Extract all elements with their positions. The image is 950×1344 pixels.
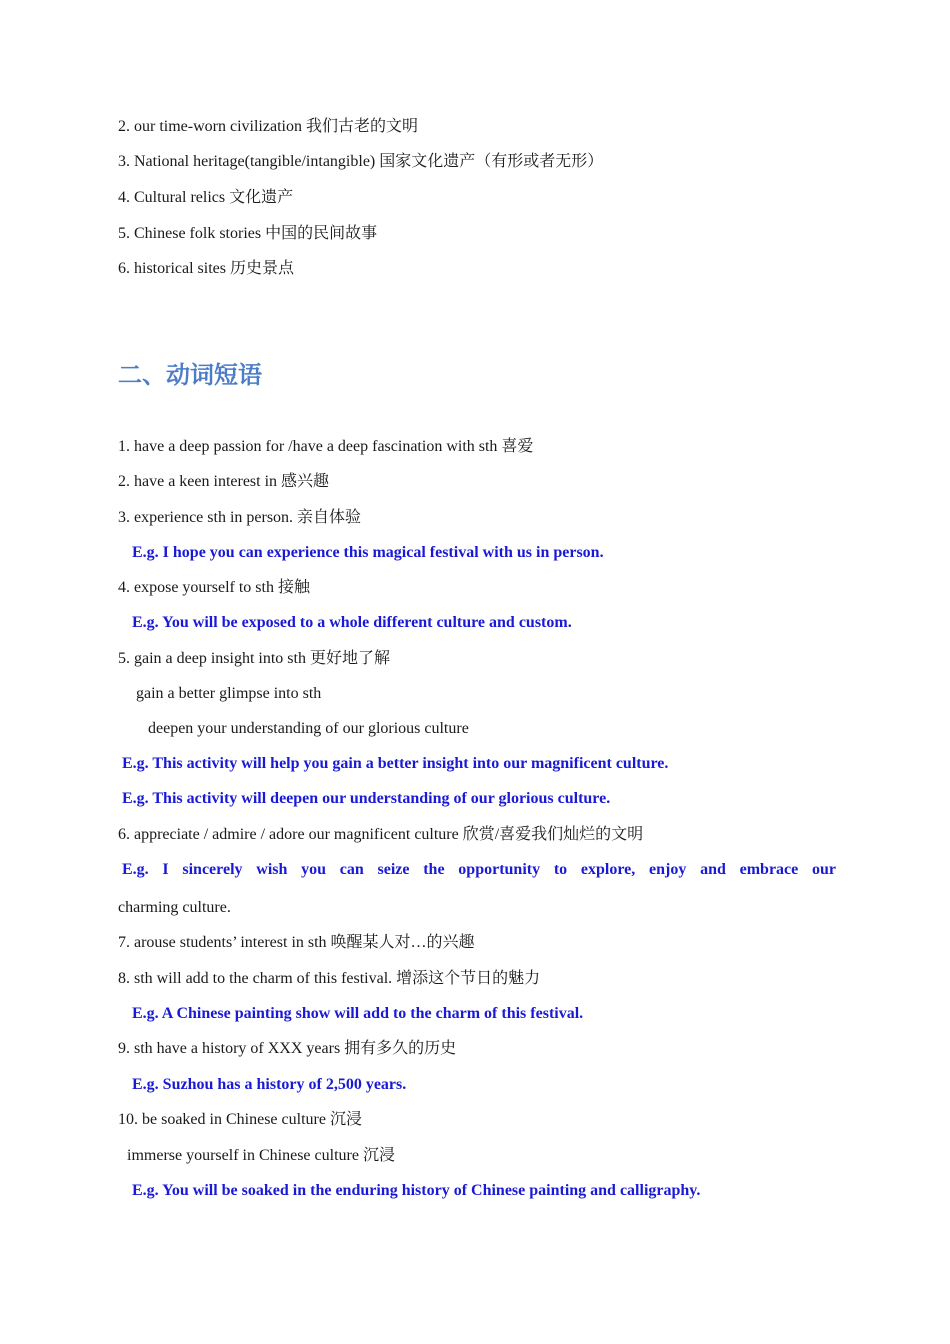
list-item: 3. National heritage(tangible/intangible) 国家文化遗产（有形或者无形）: [118, 153, 604, 170]
example-sentence: E.g. This activity will deepen our understanding of our glorious culture.: [122, 790, 611, 807]
example-sentence: E.g. You will be exposed to a whole different culture and custom.: [132, 614, 572, 631]
example-sentence: E.g. I sincerely wish you can seize the opportunity to explore, enjoy and embrace our: [122, 861, 836, 878]
example-sentence: E.g. I hope you can experience this magical festival with us in person.: [132, 544, 604, 561]
example-continuation: charming culture.: [118, 899, 231, 916]
example-sentence: E.g. You will be soaked in the enduring history of Chinese painting and calligraphy.: [132, 1182, 701, 1199]
example-sentence: E.g. A Chinese painting show will add to the charm of this festival.: [132, 1005, 584, 1022]
phrase-item: 7. arouse students’ interest in sth 唤醒某人对…的兴趣: [118, 934, 475, 951]
list-item: 4. Cultural relics 文化遗产: [118, 189, 294, 206]
phrase-item: 6. appreciate / admire / adore our magnificent culture 欣赏/喜爱我们灿烂的文明: [118, 826, 644, 843]
phrase-item: 1. have a deep passion for /have a deep fascination with sth 喜爱: [118, 438, 534, 455]
section-heading: 二、动词短语: [118, 361, 262, 389]
phrase-item: 8. sth will add to the charm of this festival. 增添这个节日的魅力: [118, 970, 541, 987]
phrase-item: 5. gain a deep insight into sth 更好地了解: [118, 650, 390, 667]
example-sentence: E.g. This activity will help you gain a better insight into our magnificent culture.: [122, 755, 669, 772]
phrase-item: gain a better glimpse into sth: [136, 685, 322, 702]
phrase-item: deepen your understanding of our glorious culture: [148, 720, 469, 737]
phrase-item: immerse yourself in Chinese culture 沉浸: [127, 1147, 395, 1164]
list-item: 5. Chinese folk stories 中国的民间故事: [118, 225, 378, 242]
phrase-item: 4. expose yourself to sth 接触: [118, 579, 310, 596]
example-sentence: E.g. Suzhou has a history of 2,500 years.: [132, 1076, 407, 1093]
phrase-item: 10. be soaked in Chinese culture 沉浸: [118, 1111, 362, 1128]
phrase-item: 2. have a keen interest in 感兴趣: [118, 473, 330, 490]
list-item: 2. our time-worn civilization 我们古老的文明: [118, 118, 418, 135]
list-item: 6. historical sites 历史景点: [118, 260, 294, 277]
phrase-item: 9. sth have a history of XXX years 拥有多久的历史: [118, 1040, 457, 1057]
phrase-item: 3. experience sth in person. 亲自体验: [118, 509, 362, 526]
